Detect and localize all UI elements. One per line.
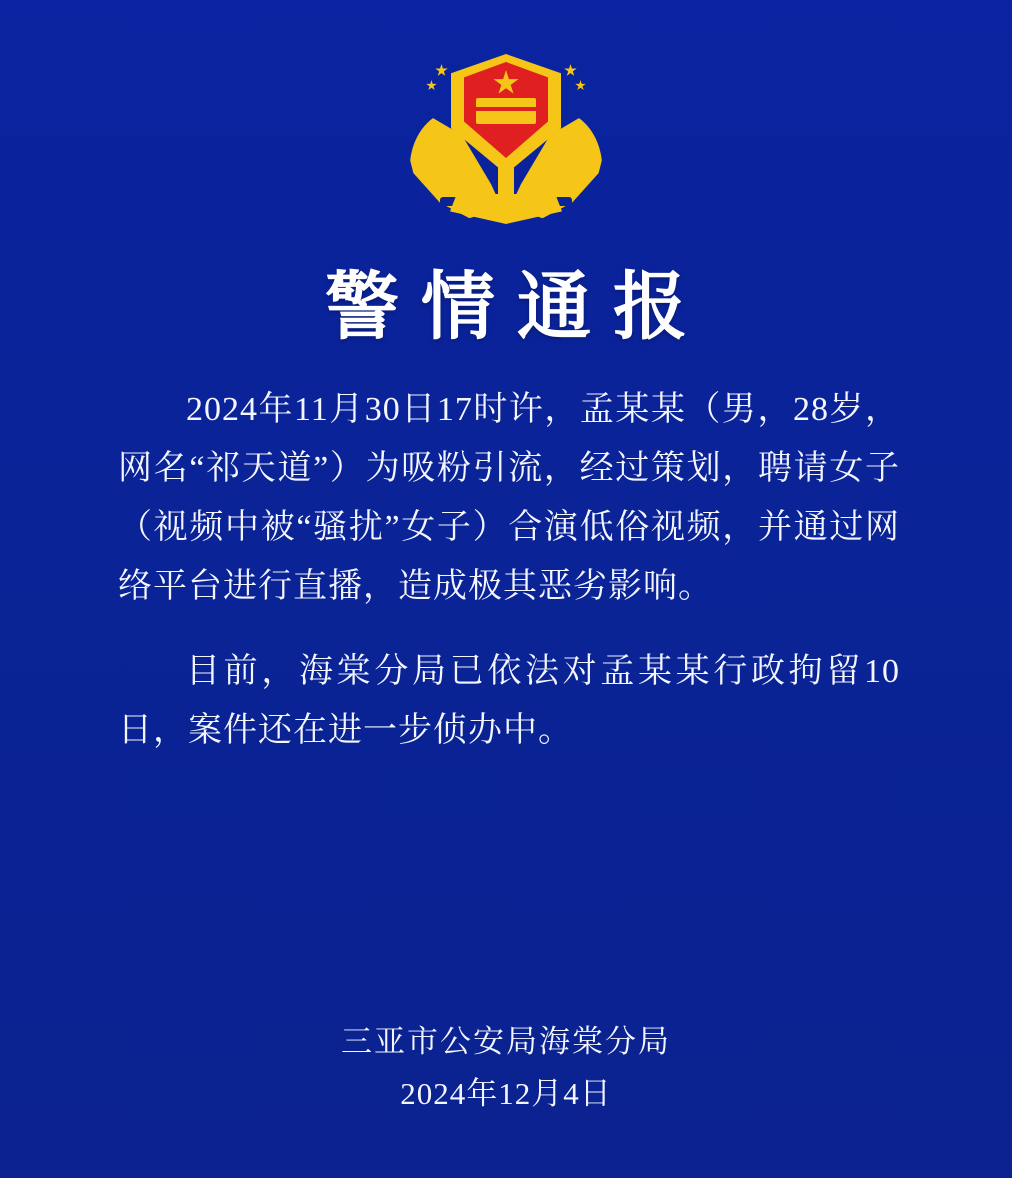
badge-base-icon [450, 194, 562, 224]
signature-block [0, 1016, 1012, 1120]
emblem-container [0, 46, 1012, 226]
issue-date: 2024年12月4日 [400, 1076, 612, 1111]
issuing-organization: 三亚市公安局海棠分局 [341, 1024, 671, 1059]
notice-paragraph-2: 目前，海棠分局已依法对孟某某行政拘留10日，案件还在进一步侦办中。 [118, 653, 900, 749]
badge-tiananmen-gate-icon [476, 98, 536, 124]
notice-paragraph-1: 2024年11月30日17时许，孟某某（男，28岁，网名“祁天道”）为吸粉引流，经过策划，聘请女子（视频中被“骚扰”女子）合演低俗视频，并通过网络平台进行直播，造成极其恶劣影响。 [118, 391, 900, 605]
badge-star-small-4-icon [575, 80, 586, 91]
badge-star-small-2-icon [426, 80, 437, 91]
notice-body [118, 380, 900, 786]
police-badge-icon [411, 46, 601, 226]
badge-star-small-1-icon [435, 64, 448, 77]
page-title: 警情通报 [325, 267, 709, 349]
badge-star-small-3-icon [564, 64, 577, 77]
